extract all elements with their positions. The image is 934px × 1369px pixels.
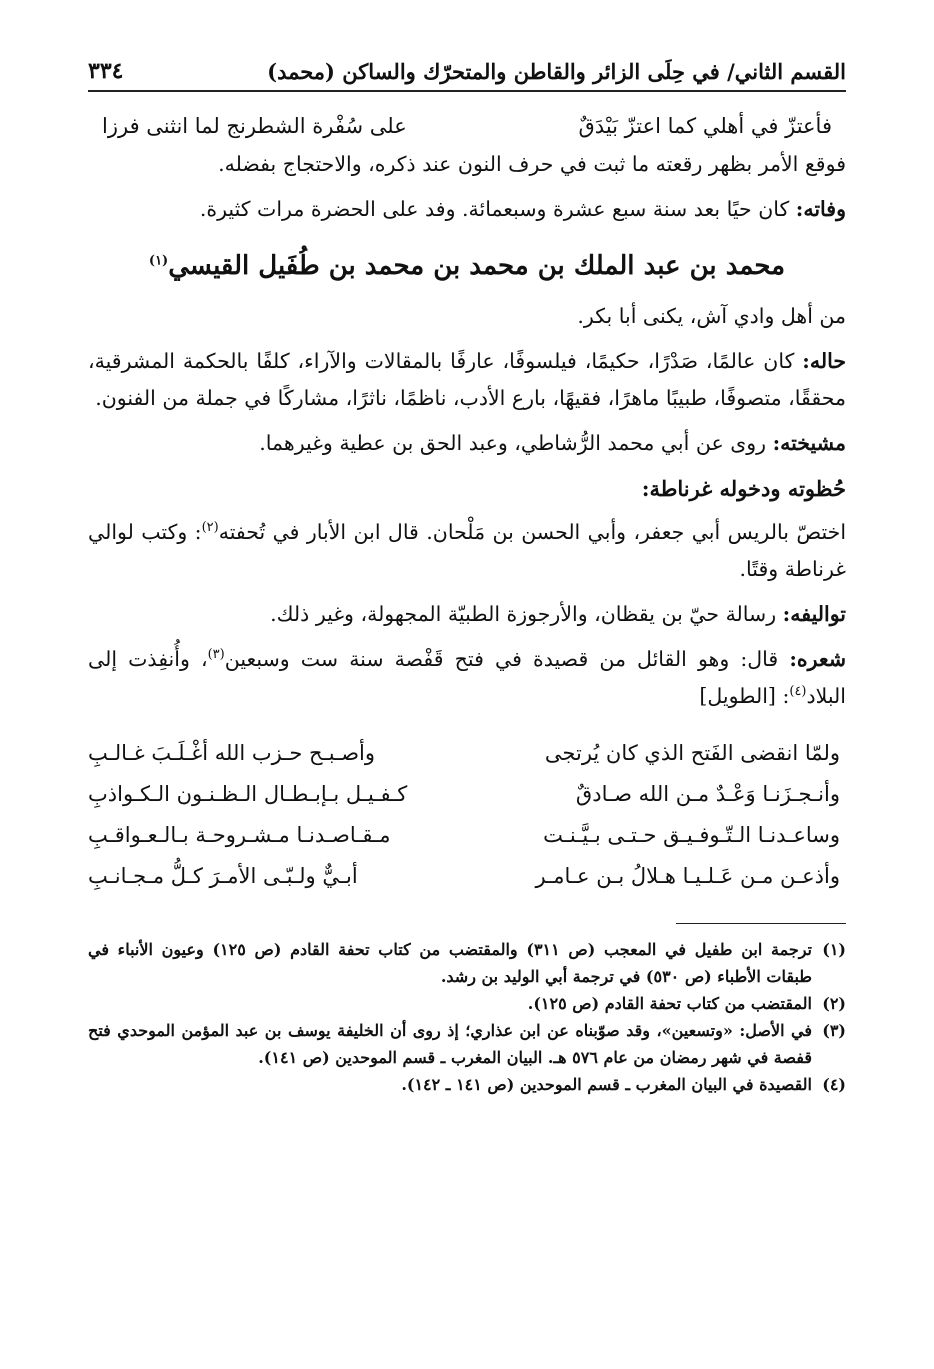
wafat-text: كان حيًا بعد سنة سبع عشرة وسبعمائة. وفد على الحضرة مرات كثيرة. (199, 197, 796, 221)
poem-left-hemistich: كـفـيـل بـإبـطـال الـظـنـون الـكـواذبِ (88, 782, 408, 806)
footnote-ref-4: (٤) (789, 684, 807, 700)
paragraph-mashyakha (88, 425, 846, 462)
paragraph-origin: من أهل وادي آش، يكنى أبا بكر. (577, 304, 846, 328)
paragraph-tawalif (88, 596, 846, 633)
footnote-text: في الأصل: «وتسعين»، وقد صوّبناه عن ابن عذاري؛ إذ روى أن الخليفة يوسف بن عبد المؤمن الموحدي فتح قفصة في شهر رمضان من عام ٥٧٦ هـ. البيان المغرب ـ قسم الموحدين (ص ١٤١). (88, 1021, 812, 1067)
shir-text-c: : [الطويل] (699, 684, 790, 708)
opening-verse (88, 106, 846, 146)
footnote-text: القصيدة في البيان المغرب ـ قسم الموحدين (ص ١٤١ ـ ١٤٢). (401, 1075, 812, 1094)
paragraph-continuation: فوقع الأمر بظهر رقعته ما ثبت في حرف النون عند ذكره، والاحتجاج بفضله. (218, 152, 846, 176)
poem-verse (88, 774, 846, 815)
poem-verse (88, 733, 846, 774)
footnote-text: ترجمة ابن طفيل في المعجب (ص ٣١١) والمقتضب من كتاب تحفة القادم (ص ١٢٥) وعيون الأنباء في طبقات الأطباء (ص ٥٣٠) في ترجمة أبي الوليد بن رشد. (88, 940, 813, 986)
footnote-text: المقتضب من كتاب تحفة القادم (ص ١٢٥). (527, 994, 812, 1013)
poem-left-hemistich: مـقـاصـدنـا مـشـروحـة بـالـعـواقـبِ (88, 823, 391, 847)
footnote-ref-2: (٢) (201, 520, 219, 536)
tawalif-label: تواليفه: (782, 602, 846, 626)
footnote-number: (١) (822, 940, 846, 959)
poem-verse (88, 856, 846, 897)
footnote-ref-1: (١) (148, 253, 169, 269)
poem-left-hemistich: وأصـبـح حـزب الله أغْـلَـبَ غـالـبِ (88, 741, 376, 765)
footnote (88, 936, 846, 990)
footnote (88, 1017, 846, 1071)
poem-right-hemistich: وساعـدنـا الـتّـوفـيـق حـتـى بـيَّـنـت (543, 823, 840, 847)
wafat-label: وفاته: (795, 197, 846, 221)
footnotes (88, 936, 846, 1098)
verse-left-hemistich: على سُفْرة الشطرنج لما انثنى فرزا (102, 114, 407, 138)
page-number: ٣٣٤ (88, 58, 124, 84)
hal-text: كان عالمًا، صَدْرًا، حكيمًا، فيلسوفًا، عارفًا بالمقالات والآراء، كلفًا بالحكمة المشرقية، محققًا، متصوفًا، طبيبًا ماهرًا، فقيهًا، بارع الأدب، ناظمًا، ناثرًا، مشاركًا في جملة من الفنون. (88, 349, 846, 410)
paragraph-shir (88, 641, 846, 715)
paragraph-wafat (88, 191, 846, 228)
shir-text-a: قال: وهو القائل من قصيدة في فتح قَفْصة سنة ست وسبعين (224, 647, 790, 671)
entry-title (88, 246, 846, 286)
poem-right-hemistich: وأذعـن مـن عَـلـيـا هـلالُ بـن عـامـر (535, 864, 840, 888)
verse-right-hemistich: فأعتزّ في أهلي كما اعتزّ بَيْدَقٌ (578, 114, 832, 138)
shir-text-b: ، وأُنفِذت إلى البلاد (88, 647, 846, 708)
hudhwa-text-a: اختصّ بالريس أبي جعفر، وأبي الحسن بن مَلْحان. قال ابن الأبار في تُحفته (218, 520, 847, 544)
footnote (88, 1071, 846, 1098)
running-title: القسم الثاني/ في حِلَى الزائر والقاطن والمتحرّك والساكن (محمد) (267, 59, 846, 84)
hudhwa-text-b: : وكتب لوالي غرناطة وقتًا. (88, 520, 846, 581)
poem (88, 733, 846, 897)
footnote-ref-3: (٣) (207, 647, 225, 663)
shir-label: شعره: (789, 647, 846, 671)
mashyakha-text: روى عن أبي محمد الرُّشاطي، وعبد الحق بن عطية وغيرهما. (259, 431, 773, 455)
poem-right-hemistich: ولمّا انقضى الفَتح الذي كان يُرتجى (544, 741, 840, 765)
page-header (88, 58, 846, 92)
footnote-number: (٤) (822, 1075, 846, 1094)
footnote-number: (٢) (822, 994, 846, 1013)
hal-label: حاله: (802, 349, 846, 373)
footnote-divider (676, 923, 846, 924)
paragraph-hal (88, 343, 846, 417)
poem-right-hemistich: وأنـجـزَنـا وَعْـدٌ مـن الله صـادقٌ (575, 782, 840, 806)
section-heading-hudhwa: حُظوته ودخوله غرناطة: (641, 476, 846, 501)
tawalif-text: رسالة حيّ بن يقظان، والأرجوزة الطبيّة المجهولة، وغير ذلك. (270, 602, 783, 626)
mashyakha-label: مشيخته: (772, 431, 846, 455)
footnote-number: (٣) (822, 1021, 846, 1040)
poem-verse (88, 815, 846, 856)
entry-title-text: محمد بن عبد الملك بن محمد بن محمد بن طُفَيل القيسي (168, 251, 786, 281)
footnote (88, 990, 846, 1017)
paragraph-hudhwa (88, 514, 846, 588)
poem-left-hemistich: أبـيٌّ ولـبّـى الأمـرَ كـلُّ مـجـانـبِ (88, 864, 358, 888)
